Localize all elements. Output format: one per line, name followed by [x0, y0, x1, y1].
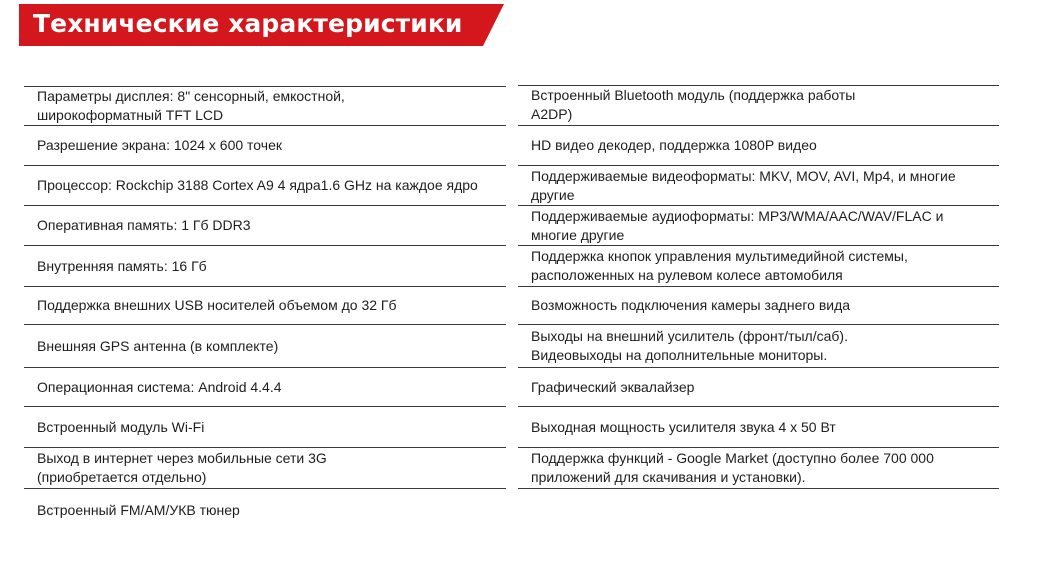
spec-text: Поддержка функций - Google Market (доступно более 700 000 приложений для скачивания и установки). — [531, 450, 934, 485]
page-title: Технические характеристики — [33, 9, 463, 38]
spec-text: Внутренняя память: 16 Гб — [37, 257, 207, 274]
spec-row — [24, 166, 506, 206]
spec-text: Встроенный модуль Wi-Fi — [37, 418, 205, 435]
spec-row — [518, 287, 999, 325]
spec-text: Внешняя GPS антенна (в комплекте) — [37, 337, 279, 354]
spec-text: Встроенный Bluetooth модуль (поддержка работы A2DP) — [531, 87, 856, 122]
spec-text: Операционная система: Android 4.4.4 — [37, 378, 282, 395]
spec-row — [24, 407, 506, 448]
spec-text: Поддерживаемые видеоформаты: MKV, MOV, AVI, Mp4, и многие другие — [531, 167, 956, 203]
spec-text: Поддержка внешних USB носителей объемом до 32 Гб — [37, 297, 397, 313]
spec-row — [518, 166, 999, 206]
spec-text: Выходы на внешний усилитель (фронт/тыл/саб). Видеовыходы на дополнительные мониторы. — [531, 328, 848, 363]
spec-text: Встроенный FM/AM/УКВ тюнер — [37, 502, 240, 518]
spec-text: Возможность подключения камеры заднего вида — [531, 297, 851, 313]
spec-text: Параметры дисплея: 8" сенсорный, емкостной, широкоформатный TFT LCD — [37, 87, 345, 123]
spec-row — [518, 448, 999, 489]
spec-row — [24, 368, 506, 407]
spec-row — [518, 246, 999, 287]
spec-row — [518, 206, 999, 246]
spec-text: Выходная мощность усилителя звука 4 x 50 Вт — [531, 418, 836, 435]
spec-row — [518, 126, 999, 166]
spec-row — [24, 246, 506, 287]
spec-row — [24, 325, 506, 368]
spec-row — [24, 287, 506, 325]
spec-row — [518, 368, 999, 407]
spec-row — [518, 325, 999, 368]
spec-text: Графический эквалайзер — [531, 378, 695, 395]
spec-row — [24, 489, 506, 532]
spec-row — [24, 86, 506, 126]
spec-row — [24, 126, 506, 166]
spec-text: Поддержка кнопок управления мультимедийной системы, расположенных на рулевом колесе автомобиля — [531, 248, 908, 283]
spec-text: Разрешение экрана: 1024 x 600 точек — [37, 137, 282, 153]
spec-text: Выход в интернет через мобильные сети 3G (приобретается отдельно) — [37, 450, 327, 485]
spec-row — [24, 206, 506, 246]
header-banner — [19, 4, 504, 46]
spec-text: Оперативная память: 1 Гб DDR3 — [37, 217, 251, 233]
spec-row — [518, 85, 999, 126]
spec-text: Процессор: Rockchip 3188 Cortex A9 4 ядра1.6 GHz на каждое ядро — [37, 177, 478, 193]
spec-text: Поддерживаемые аудиоформаты: MP3/WMA/AAC/WAV/FLAC и многие другие — [531, 207, 944, 243]
spec-row — [518, 407, 999, 448]
spec-text: HD видео декодер, поддержка 1080P видео — [531, 137, 817, 153]
spec-row — [24, 448, 506, 489]
